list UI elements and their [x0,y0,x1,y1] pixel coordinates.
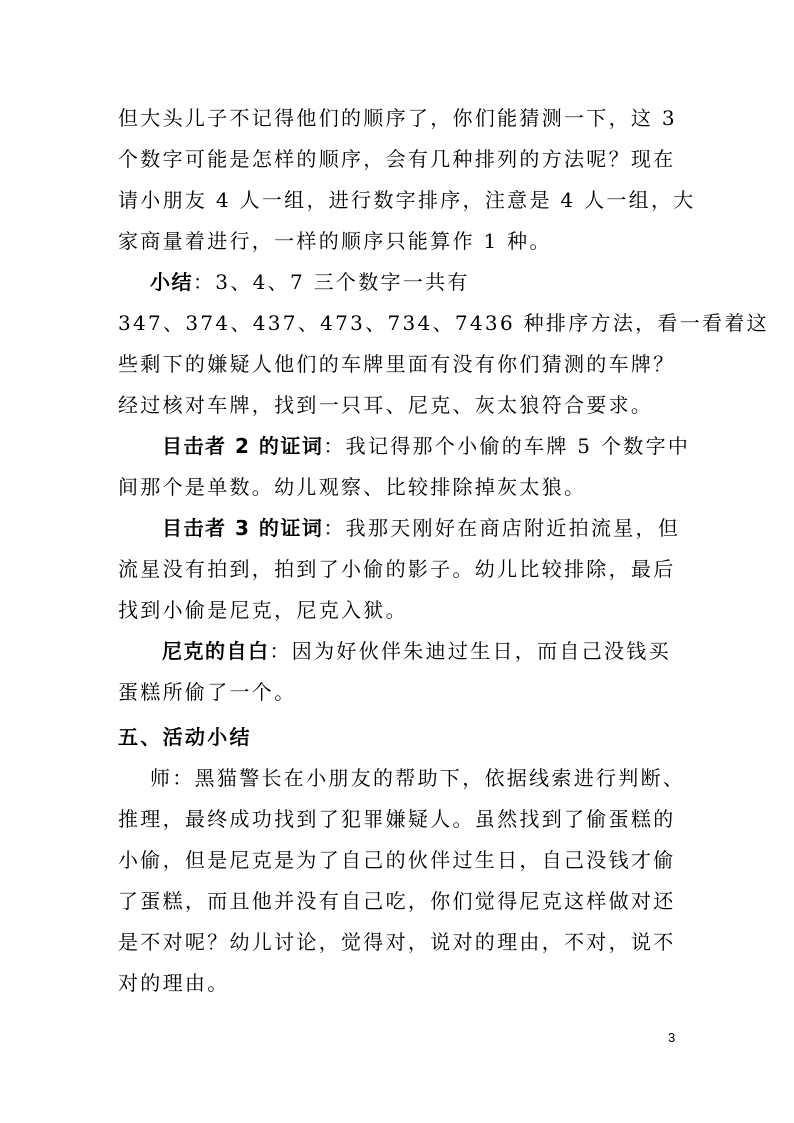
paragraph-line: 经过核对车牌，找到一只耳、尼克、灰太狼符合要求。 [118,393,654,417]
nick-text: ：因为好伙伴朱迪过生日，而自己没钱买 [269,639,671,663]
summary-line [150,270,470,294]
paragraph-line: 些剩下的嫌疑人他们的车牌里面有没有你们猜测的车牌？ [118,352,676,376]
witness3-label: 目击者 3 的证词 [162,516,324,540]
paragraph-line: 小偷，但是尼克是为了自己的伙伴过生日，自己没钱才偷 [118,848,676,872]
paragraph-line: 找到小偷是尼克，尼克入狱。 [118,598,408,622]
paragraph-line: 是不对呢？幼儿讨论，觉得对，说对的理由，不对，说不 [118,930,676,954]
summary-text: ：3、4、7 三个数字一共有 [193,270,470,294]
summary-label: 小结 [150,270,193,294]
paragraph-line: 347、374、437、473、734、7436 种排序方法，看一看着这 [118,311,769,335]
paragraph-line: 但大头儿子不记得他们的顺序了，你们能猜测一下，这 3 [118,106,677,130]
witness2-text: ：我记得那个小偷的车牌 5 个数字中 [323,434,691,458]
witness2-label: 目击者 2 的证词 [162,434,324,458]
page-number: 3 [668,1030,676,1045]
section-heading: 五、活动小结 [118,725,252,749]
paragraph-line: 流星没有拍到，拍到了小偷的影子。幼儿比较排除，最后 [118,557,676,581]
paragraph-line: 师：黑猫警长在小朋友的帮助下，依据线索进行判断、 [150,766,686,790]
paragraph-line: 家商量着进行，一样的顺序只能算作 1 种。 [118,229,552,253]
paragraph-line: 个数字可能是怎样的顺序，会有几种排列的方法呢？现在 [118,147,676,171]
paragraph-line: 蛋糕所偷了一个。 [118,680,297,704]
witness2-line [162,434,690,458]
paragraph-line: 对的理由。 [118,971,230,995]
witness3-line [162,516,680,540]
nick-line [162,639,671,663]
paragraph-line: 推理，最终成功找到了犯罪嫌疑人。虽然找到了偷蛋糕的 [118,807,676,831]
witness3-text: ：我那天刚好在商店附近拍流星，但 [323,516,681,540]
nick-label: 尼克的自白 [162,639,270,663]
paragraph-line: 间那个是单数。幼儿观察、比较排除掉灰太狼。 [118,475,587,499]
paragraph-line: 了蛋糕，而且他并没有自己吃，你们觉得尼克这样做对还 [118,889,676,913]
paragraph-line: 请小朋友 4 人一组，进行数字排序，注意是 4 人一组，大 [118,188,696,212]
